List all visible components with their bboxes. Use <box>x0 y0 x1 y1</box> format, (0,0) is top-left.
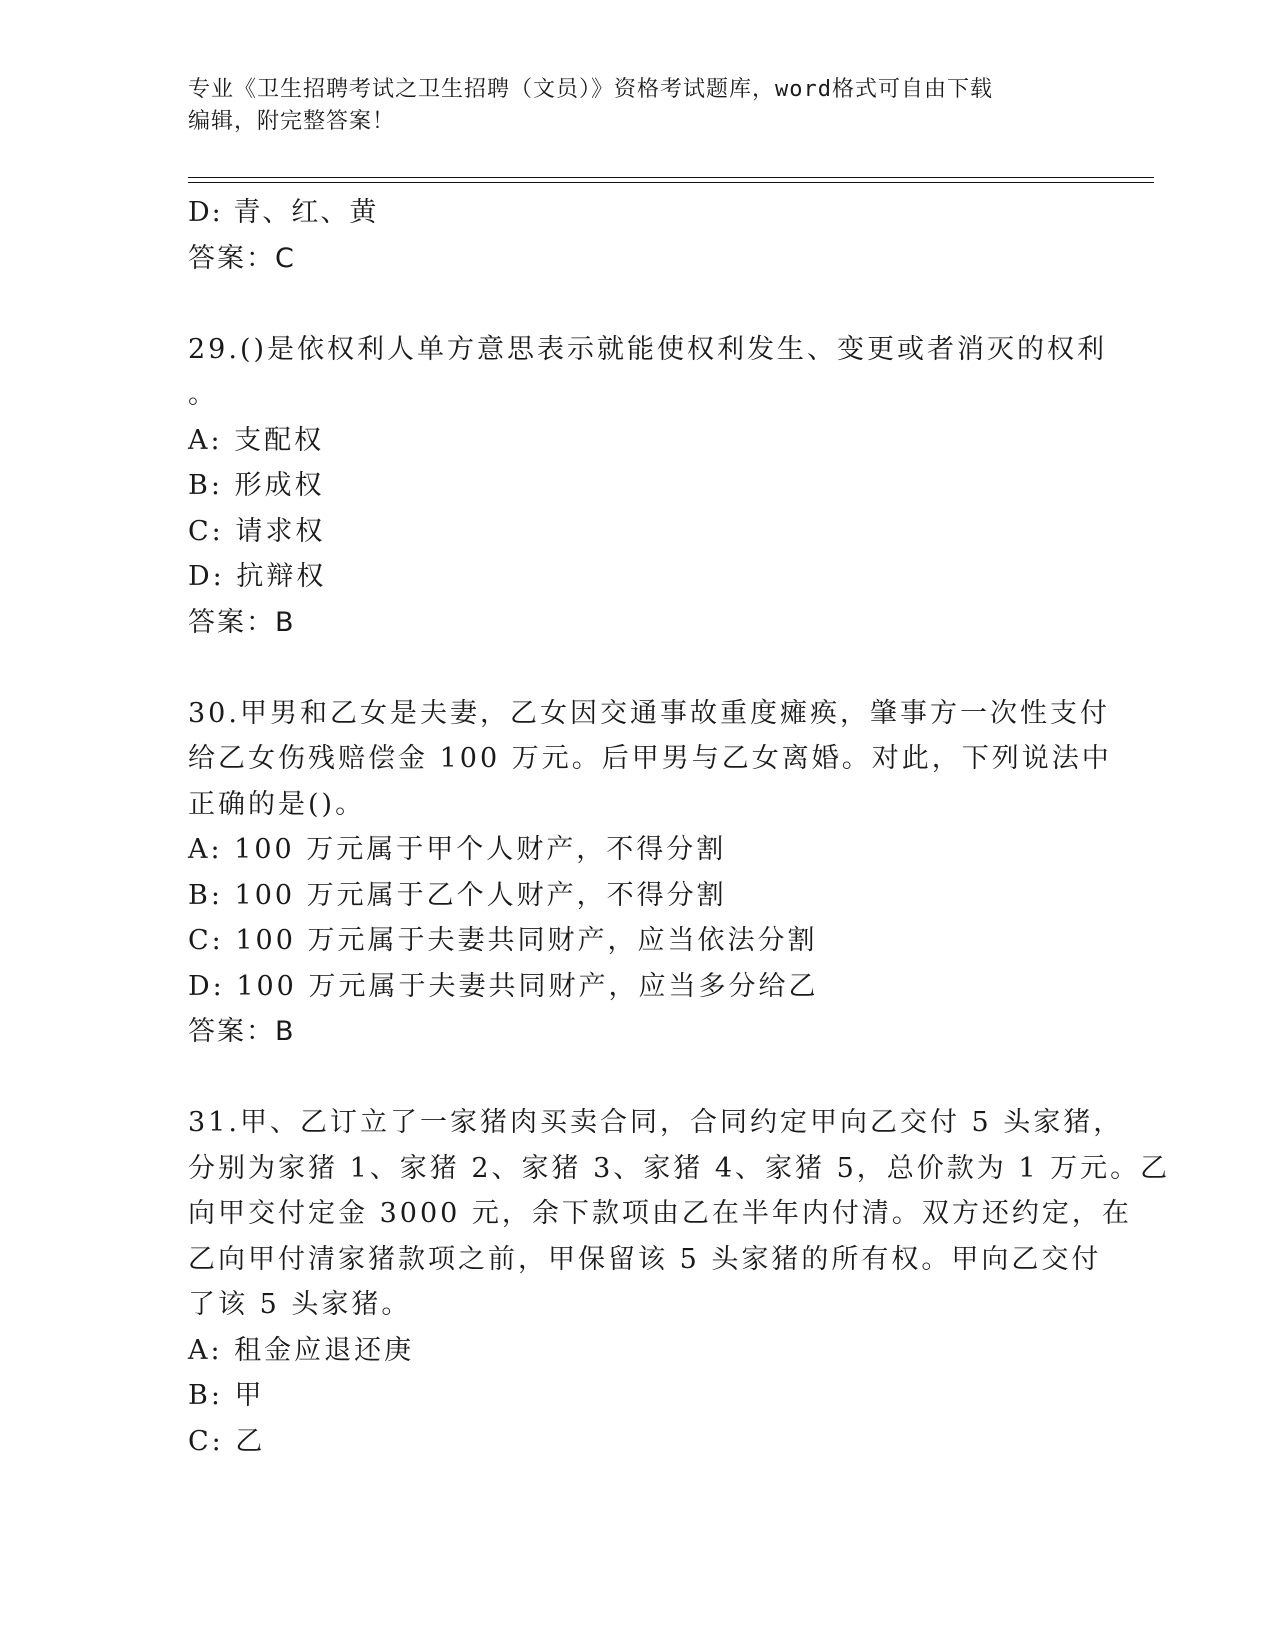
option-c: C: 乙 <box>188 1425 266 1457</box>
header-line-1: 专业《卫生招聘考试之卫生招聘（文员）》资格考试题库，word格式可自由下载 <box>188 77 993 102</box>
header-line-2: 编辑，附完整答案！ <box>188 109 396 134</box>
spacer <box>188 1055 1088 1101</box>
question-stem-line: 给乙女伤残赔偿金 100 万元。后甲男与乙女离婚。对此，下列说法中 <box>188 743 1112 774</box>
carryover-option-d: D: 青、红、黄 <box>188 197 379 228</box>
page-header <box>188 74 1088 138</box>
option-a: A: 100 万元属于甲个人财产，不得分割 <box>188 834 727 865</box>
question-29 <box>188 327 1108 646</box>
carryover-answer: 答案：C <box>188 242 296 274</box>
question-stem-line: 正确的是()。 <box>188 788 366 820</box>
question-content <box>188 190 1171 1464</box>
option-d: D: 100 万元属于夫妻共同财产，应当多分给乙 <box>188 970 819 1002</box>
question-stem-line: 。 <box>188 379 218 410</box>
question-stem-line: 向甲交付定金 3000 元，余下款项由乙在半年内付清。双方还约定，在 <box>188 1198 1132 1229</box>
question-stem-line: 分别为家猪 1、家猪 2、家猪 3、家猪 4、家猪 5，总价款为 1 万元。乙 <box>188 1152 1171 1184</box>
question-30 <box>188 691 1112 1055</box>
spacer <box>188 645 1088 691</box>
option-b: B: 形成权 <box>188 470 325 501</box>
question-31 <box>188 1100 1171 1464</box>
option-b: B: 100 万元属于乙个人财产，不得分割 <box>188 879 727 911</box>
question-stem-line: 乙向甲付清家猪款项之前，甲保留该 5 头家猪的所有权。甲向乙交付 <box>188 1243 1102 1275</box>
question-stem-line: 了该 5 头家猪。 <box>188 1289 412 1320</box>
option-a: A: 支配权 <box>188 424 325 456</box>
answer: 答案：B <box>188 1016 296 1047</box>
option-c: C: 请求权 <box>188 515 326 547</box>
option-a: A: 租金应退还庚 <box>188 1334 415 1366</box>
question-stem-line: 31.甲、乙订立了一家猪肉买卖合同，合同约定甲向乙交付 5 头家猪， <box>188 1107 1124 1138</box>
answer: 答案：B <box>188 606 296 638</box>
spacer <box>188 281 1088 327</box>
option-c: C: 100 万元属于夫妻共同财产，应当依法分割 <box>188 925 818 956</box>
header-divider-bottom <box>188 182 1154 183</box>
option-d: D: 抗辩权 <box>188 561 327 592</box>
question-stem-line: 29.()是依权利人单方意思表示就能使权利发生、变更或者消灭的权利 <box>188 333 1108 365</box>
header-divider-top <box>188 177 1154 178</box>
question-stem-line: 30.甲男和乙女是夫妻，乙女因交通事故重度瘫痪，肇事方一次性支付 <box>188 697 1110 729</box>
option-b: B: 甲 <box>188 1380 265 1411</box>
